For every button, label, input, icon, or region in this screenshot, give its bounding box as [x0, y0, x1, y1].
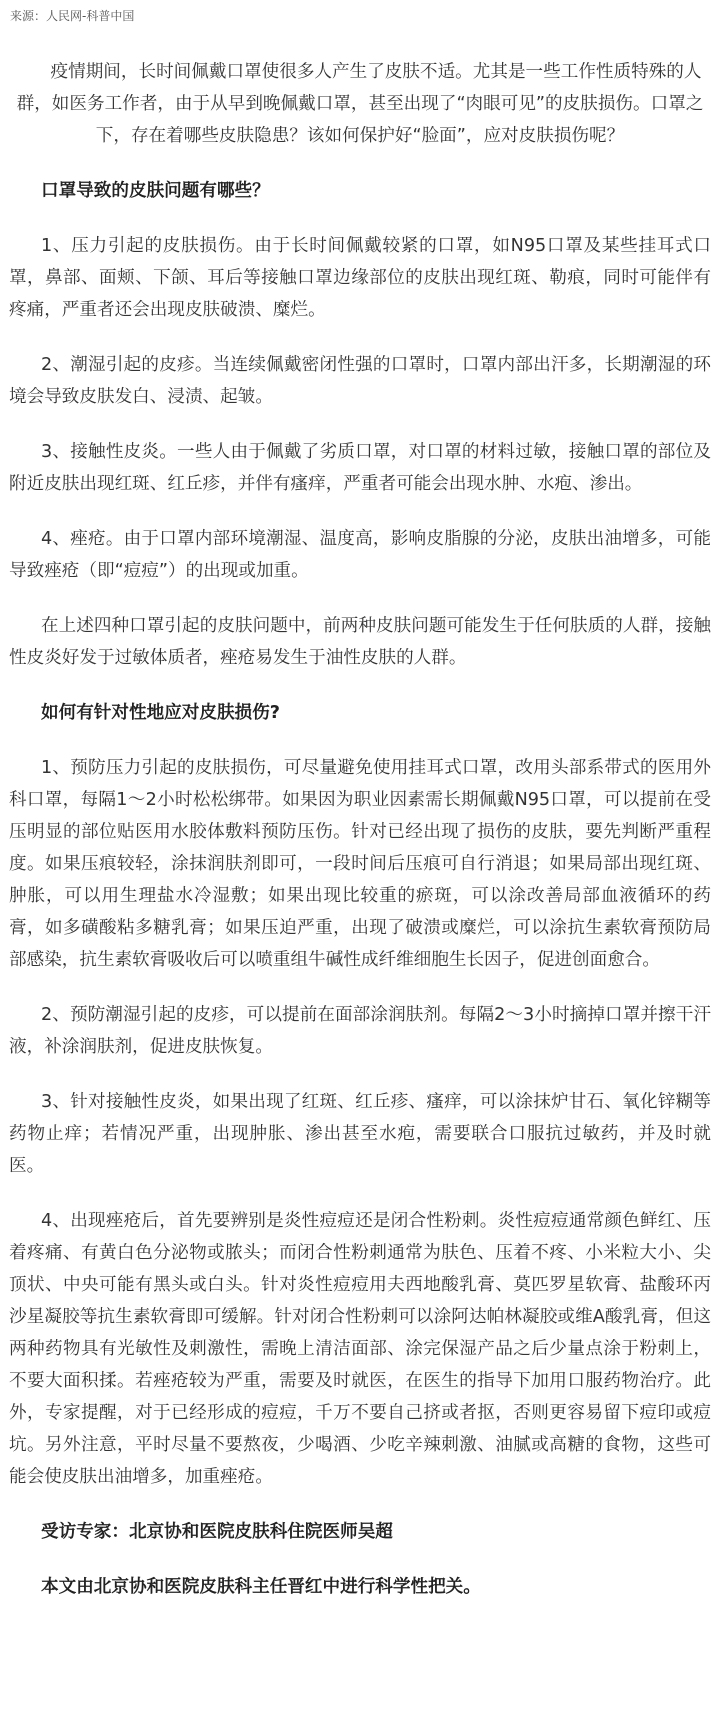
problem-pressure-paragraph: 1、压力引起的皮肤损伤。由于长时间佩戴较紧的口罩，如N95口罩及某些挂耳式口罩，鼻部、面颊、下颌、耳后等接触口罩边缘部位的皮肤出现红斑、勒痕，同时可能伴有疼痛，严重者还会出现皮肤破溃、糜烂。: [9, 236, 711, 320]
problem-contact-dermatitis-paragraph: 3、接触性皮炎。一些人由于佩戴了劣质口罩，对口罩的材料过敏，接触口罩的部位及附近皮肤出现红斑、红丘疹，并伴有瘙痒，严重者可能会出现水肿、水疱、渗出。: [9, 442, 711, 494]
section-heading-skin-problems: 口罩导致的皮肤问题有哪些？: [41, 181, 270, 201]
solution-acne-paragraph: 4、出现痤疮后，首先要辨别是炎性痘痘还是闭合性粉刺。炎性痘痘通常颜色鲜红、压着疼痛、有黄白色分泌物或脓头；而闭合性粉刺通常为肤色、压着不疼、小米粒大小、尖顶状、中央可能有黑头或白头。针对炎性痘痘用夫西地酸乳膏、莫匹罗星软膏、盐酸环丙沙星凝胶等抗生素软膏即可缓解。针对闭合性粉刺可以涂阿达帕林凝胶或维A酸乳膏，但这两种药物具有光敏性及刺激性，需晚上清洁面部、涂完保湿产品之后少量点涂于粉刺上，不要大面积揉。若痤疮较为严重，需要及时就医，在医生的指导下加用口服药物治疗。此外，专家提醒，对于已经形成的痘痘，千万不要自己挤或者抠，否则更容易留下痘印或痘坑。另外注意，平时尽量不要熬夜，少喝酒、少吃辛辣刺激、油腻或高糖的食物，这些可能会使皮肤出油增多，加重痤疮。: [9, 1211, 711, 1487]
expert-credit: 受访专家：北京协和医院皮肤科住院医师吴超: [41, 1522, 393, 1542]
problem-moisture-paragraph: 2、潮湿引起的皮疹。当连续佩戴密闭性强的口罩时，口罩内部出汗多，长期潮湿的环境会导致皮肤发白、浸渍、起皱。: [9, 355, 711, 407]
reviewer-credit: 本文由北京协和医院皮肤科主任晋红中进行科学性把关。: [41, 1577, 481, 1597]
source-attribution: 来源：人民网-科普中国: [10, 9, 135, 23]
article-body: [9, 56, 711, 1603]
section-heading-solutions: 如何有针对性地应对皮肤损伤?: [41, 703, 280, 723]
solution-pressure-paragraph: 1、预防压力引起的皮肤损伤，可尽量避免使用挂耳式口罩，改用头部系带式的医用外科口罩，每隔1～2小时松松绑带。如果因为职业因素需长期佩戴N95口罩，可以提前在受压明显的部位贴医用水胶体敷料预防压伤。针对已经出现了损伤的皮肤，要先判断严重程度。如果压痕较轻，涂抹润肤剂即可，一段时间后压痕可自行消退；如果局部出现红斑、肿胀，可以用生理盐水冷湿敷；如果出现比较重的瘀斑，可以涂改善局部血液循环的药膏，如多磺酸粘多糖乳膏；如果压迫严重，出现了破溃或糜烂，可以涂抗生素软膏预防局部感染，抗生素软膏吸收后可以喷重组牛碱性成纤维细胞生长因子，促进创面愈合。: [9, 758, 711, 970]
problem-acne-paragraph: 4、痤疮。由于口罩内部环境潮湿、温度高，影响皮脂腺的分泌，皮肤出油增多，可能导致痤疮（即“痘痘”）的出现或加重。: [9, 529, 711, 581]
solution-contact-dermatitis-paragraph: 3、针对接触性皮炎，如果出现了红斑、红丘疹、瘙痒，可以涂抹炉甘石、氧化锌糊等药物止痒；若情况严重，出现肿胀、渗出甚至水疱，需要联合口服抗过敏药，并及时就医。: [9, 1092, 711, 1176]
intro-paragraph: 疫情期间，长时间佩戴口罩使很多人产生了皮肤不适。尤其是一些工作性质特殊的人群，如医务工作者，由于从早到晚佩戴口罩，甚至出现了“肉眼可见”的皮肤损伤。口罩之下，存在着哪些皮肤隐患？该如何保护好“脸面”，应对皮肤损伤呢？: [16, 62, 704, 146]
solution-moisture-paragraph: 2、预防潮湿引起的皮疹，可以提前在面部涂润肤剂。每隔2～3小时摘掉口罩并擦干汗液，补涂润肤剂，促进皮肤恢复。: [9, 1005, 711, 1057]
summary-paragraph: 在上述四种口罩引起的皮肤问题中，前两种皮肤问题可能发生于任何肤质的人群，接触性皮炎好发于过敏体质者，痤疮易发生于油性皮肤的人群。: [9, 616, 711, 668]
